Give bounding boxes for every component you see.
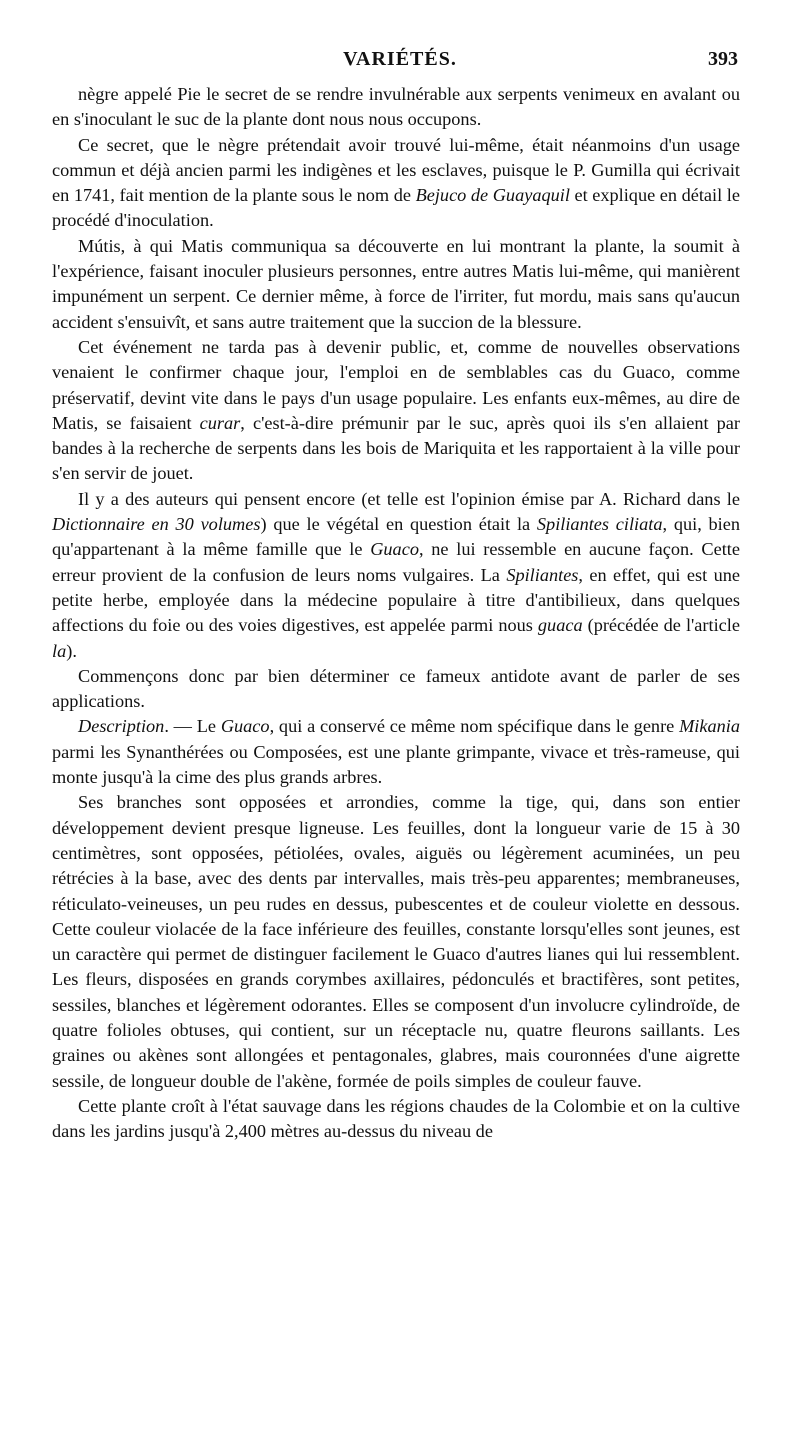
running-title: VARIÉTÉS. [343, 48, 457, 70]
text-run: ) que le végétal en question était la [260, 514, 537, 535]
text-run: Cette plante croît à l'état sauvage dans les régions chaudes de la Colombie et on la cultive dans les jardins jusqu'à 2,400 mètres au-dessus du niveau de [52, 1095, 740, 1142]
paragraph [52, 714, 740, 790]
text-run: , en effet, qui est une petite herbe, employée dans la médecine populaire à titre d'antibilieux, dans quelques affections du foie ou des voies digestives, est appelée parmi nous [52, 564, 740, 636]
paragraph [52, 1094, 740, 1145]
text-run: Commençons donc par bien déterminer ce fameux antidote avant de parler de ses applications. [52, 665, 740, 712]
italic-text: la [52, 640, 67, 661]
italic-text: Guaco [220, 716, 270, 737]
paragraph [52, 487, 740, 664]
text-run: , c'est-à-dire prémunir par le suc, après quoi ils s'en allaient par bandes à la recherche de serpents dans les bois de Mariquita et les rapportaient à la ville pour s'en servir de jouet. [52, 412, 741, 484]
paragraph [52, 234, 740, 335]
paragraph [52, 133, 740, 234]
text-run: , ne lui ressemble en aucune façon. Cette erreur provient de la confusion de leurs noms vulgaires. La [52, 539, 740, 585]
paragraph [52, 82, 740, 133]
page-header [0, 48, 800, 78]
italic-text: Bejuco de Guayaquil [415, 185, 570, 206]
italic-text: Mikania [679, 716, 741, 737]
paragraph [52, 664, 740, 715]
text-run: Cet événement ne tarda pas à devenir public, et, comme de nouvelles observations venaient le confirmer chaque jour, l'emploi en de semblables cas du Guaco, comme préservatif, devint vite dans le pays d'un usage populaire. Les enfants eux-mêmes, au dire de Matis, se faisaient [52, 336, 740, 433]
text-run: . — Le [164, 716, 221, 737]
text-run: nègre appelé Pie le secret de se rendre invulnérable aux serpents venimeux en avalant ou en s'inoculant le suc de la plante dont nous nous occupons. [52, 84, 740, 130]
italic-text: Description [78, 716, 165, 737]
text-run: parmi les Synanthérées ou Composées, est une plante grimpante, vivace et très-rameuse, qui monte jusqu'à la cime des plus grands arbres. [52, 741, 740, 788]
page-number: 393 [708, 48, 738, 70]
text-run: , qui, bien qu'appartenant à la même famille que le [52, 514, 741, 560]
italic-text: Spiliantes [506, 564, 579, 585]
text-run: Ce secret, que le nègre prétendait avoir trouvé lui-même, était néanmoins d'un usage commun et déjà ancien parmi les indigènes et les esclaves, puisque le P. Gumilla qui écrivait en 1741, fait mention de la plante sous le nom de [52, 134, 740, 206]
italic-text: Spiliantes ciliata [536, 514, 663, 535]
paragraph [52, 790, 740, 1094]
italic-text: Dictionnaire en 30 volumes [52, 514, 261, 535]
italic-text: guaca [537, 615, 583, 636]
text-run: Il y a des auteurs qui pensent encore (et telle est l'opinion émise par A. Richard dans le [78, 488, 740, 509]
text-run: , qui a conservé ce même nom spécifique dans le genre [269, 716, 680, 737]
text-run: Ses branches sont opposées et arrondies, comme la tige, qui, dans son entier développement devient presque ligneuse. Les feuilles, dont la longueur varie de 15 à 30 centimètres, sont opposées, pétiolées, ovales, aiguës ou légèrement acuminées, un peu rétrécies à la base, avec des dents par intervalles, mais très-peu apparentes; membraneuses, réticulato-veineuses, un peu rudes en dessus, pubescentes et de couleur violette en dessous. Cette couleur violacée de la face inférieure des feuilles, constante lorsqu'elles sont jeunes, est un caractère qui permet de distinguer facilement le Guaco d'autres lianes qui lui ressemblent. Les fleurs, disposées en grands corymbes axillaires, pédonculés et bractifères, sont petites, sessiles, blanches et légèrement odorantes. Elles se composent d'un involucre cylindroïde, de quatre folioles obtuses, qui contient, sur un réceptacle nu, quatre fleurons saillants. Les graines ou akènes sont allongées et pentagonales, glabres, mais couronnées d'une aigrette sessile, de longueur double de l'akène, formée de poils simples de couleur fauve. [52, 792, 740, 1091]
paragraph [52, 335, 740, 487]
text-run: et explique en détail le procédé d'inoculation. [52, 185, 740, 231]
italic-text: Guaco [370, 539, 419, 560]
italic-text: curar [199, 412, 241, 433]
body-text [52, 82, 740, 1144]
text-run: Mútis, à qui Matis communiqua sa découverte en lui montrant la plante, la soumit à l'expérience, faisant inoculer plusieurs personnes, entre autres Matis lui-même, qui manièrent impunément un serpent. Ce dernier même, à force de l'irriter, fut mordu, mais sans qu'aucun accident s'ensuivît, et sans autre traitement que la succion de la blessure. [52, 235, 740, 332]
text-run: (précédée de l'article [582, 615, 740, 636]
text-run: ). [66, 640, 77, 661]
